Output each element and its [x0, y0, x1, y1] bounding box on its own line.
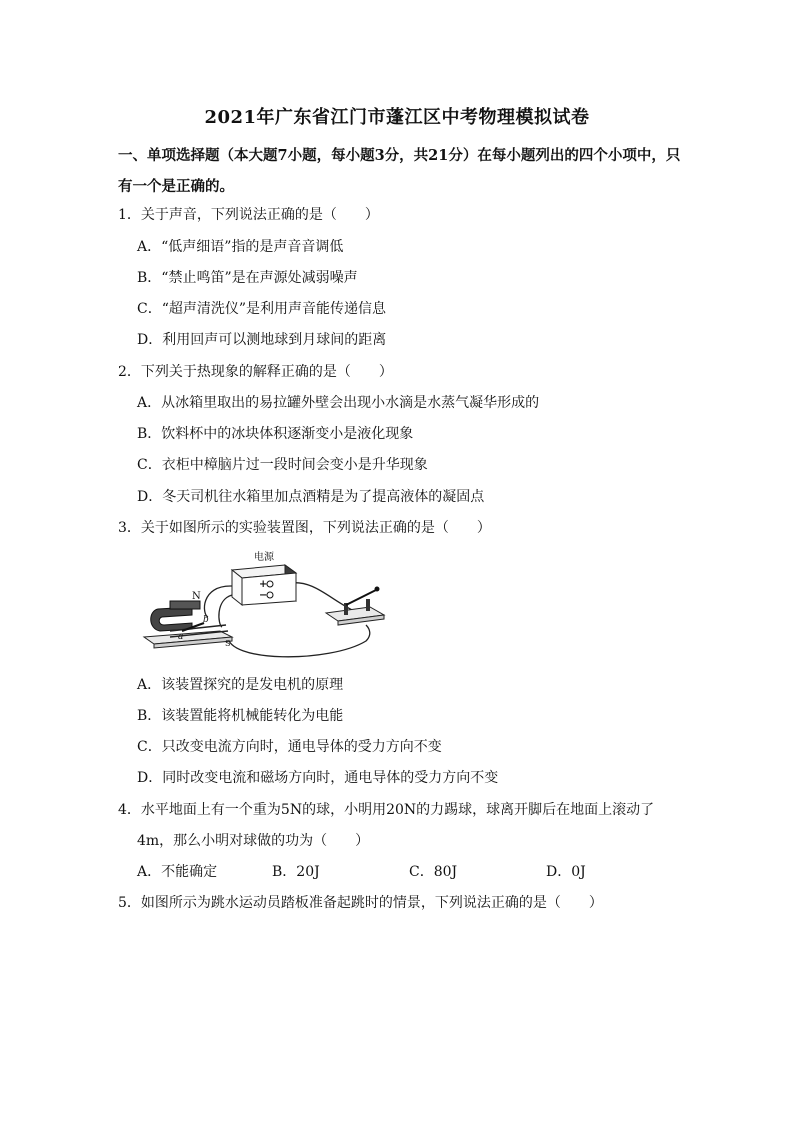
question-4-option-a: A．不能确定	[137, 864, 218, 880]
motor-experiment-figure	[130, 545, 390, 665]
question-5-stem: 5．如图所示为跳水运动员踏板准备起跳时的情景，下列说法正确的是（ ）	[118, 895, 603, 911]
question-1-option-a: A．“低声细语”指的是声音音调低	[137, 239, 344, 255]
question-2-option-a: A．从冰箱里取出的易拉罐外壁会出现小水滴是水蒸气凝华形成的	[137, 395, 540, 411]
question-4-option-d: D．0J	[546, 864, 586, 880]
switch-post-right	[366, 599, 370, 611]
question-2-option-d: D．冬天司机往水箱里加点酒精是为了提高液体的凝固点	[137, 489, 485, 505]
question-4-stem-line-1: 4．水平地面上有一个重为5N的球，小明用20N的力踢球，球离开脚后在地面上滚动了	[118, 802, 655, 818]
question-1-option-d: D．利用回声可以测地球到月球间的距离	[137, 332, 387, 348]
switch-lever	[346, 590, 376, 605]
question-3-option-b: B．该装置能将机械能转化为电能	[137, 708, 344, 724]
question-3-option-a: A．该装置探究的是发电机的原理	[137, 677, 344, 693]
rod-a-label: a	[178, 632, 184, 642]
question-2-option-c: C．衣柜中樟脑片过一段时间会变小是升华现象	[137, 457, 428, 473]
question-4-option-c: C．80J	[409, 864, 458, 880]
s-pole-label: S	[225, 639, 231, 648]
question-4-option-b: B．20J	[272, 864, 320, 880]
power-supply-label: 电源	[254, 552, 274, 563]
section-heading: 一、单项选择题（本大题7小题，每小题3分，共21分）在每小题列出的四个小项中，只有一个是正确的。	[118, 147, 681, 195]
plus-terminal-label: +	[259, 579, 268, 590]
question-2-stem: 2．下列关于热现象的解释正确的是（ ）	[118, 364, 393, 380]
question-3-option-d: D．同时改变电流和磁场方向时，通电导体的受力方向不变	[137, 770, 499, 786]
magnet-top	[170, 601, 200, 609]
rod-b-label: b	[203, 615, 209, 625]
question-1-option-c: C．“超声清洗仪”是利用声音能传递信息	[137, 301, 387, 317]
switch-knob	[375, 587, 380, 592]
minus-terminal-label: −	[259, 590, 268, 601]
question-2-option-b: B．饮料杯中的冰块体积逐渐变小是液化现象	[137, 426, 414, 442]
question-4-stem-line-2: 4m，那么小明对球做的功为（ ）	[137, 833, 370, 849]
n-pole-label: N	[192, 591, 201, 602]
question-3-stem: 3．关于如图所示的实验装置图，下列说法正确的是（ ）	[118, 520, 491, 536]
question-3-option-c: C．只改变电流方向时，通电导体的受力方向不变	[137, 739, 442, 755]
question-1-stem: 1．关于声音，下列说法正确的是（ ）	[118, 207, 379, 223]
page-title: 2021年广东省江门市蓬江区中考物理模拟试卷	[204, 107, 590, 128]
question-1-option-b: B．“禁止鸣笛”是在声源处减弱噪声	[137, 270, 358, 286]
